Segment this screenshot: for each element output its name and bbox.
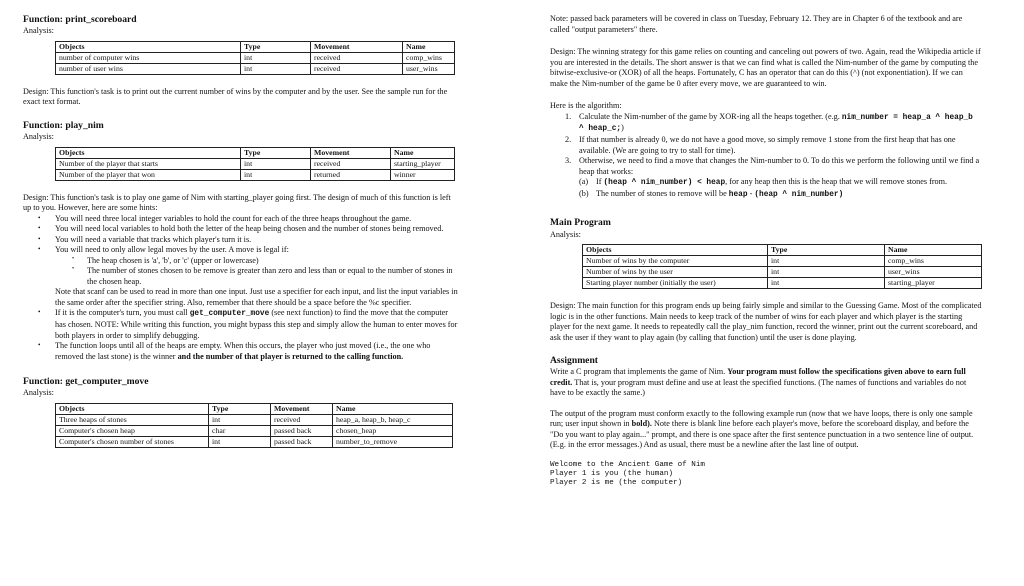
algorithm-steps [550,112,982,202]
table-header-cell: Movement [271,403,333,414]
sub-step [579,177,982,189]
table-header-cell: Name [403,41,455,52]
main-program-analysis-label: Analysis: [550,229,581,239]
play-nim-table [55,147,455,181]
assignment-bold-text: Your program must follow the specifications given above to earn full credit. [550,367,966,387]
table-cell: Number of wins by the user [583,267,768,278]
sub-step [579,189,982,201]
table-cell: comp_wins [403,52,455,63]
output-format-text: The output of the program must conform exactly to the following example run (now that we have loops, there is only one sample run; user input shown in [550,408,973,429]
code-snippet: heap [728,191,748,200]
list-item [55,341,460,362]
table-header-cell: Type [209,403,271,414]
list-item: • The number of stones chosen to be remove is greater than zero and less than or equal to the number of stones in the chosen heap. [87,266,460,287]
table-row [583,278,982,289]
table-header-cell: Name [885,245,982,256]
table-header-cell: Type [241,147,311,158]
assignment-text: Write a C program that implements the game of Nim. [550,367,726,377]
main-program-table [582,244,982,289]
step-text: - [749,189,753,199]
table-header-row [56,147,455,158]
table-cell: passed back [271,425,333,436]
table-cell: winner [391,169,455,180]
table-cell: starting_player [391,158,455,169]
table-cell: Number of the player that starts [56,158,241,169]
table-row [56,436,453,447]
list-item-text: The function loops until all of the heaps are empty. When this occurs, the player who just moved (i.e., the one who removed the last stone) is the winner [55,341,431,361]
assignment-title: Assignment [550,355,598,367]
table-cell: passed back [271,436,333,447]
table-header-row [583,245,982,256]
assignment-paragraph [550,367,982,399]
table-header-cell: Name [391,147,455,158]
right-column [550,14,982,488]
table-cell: int [209,414,271,425]
list-item: • The heap chosen is 'a', 'b', or 'c' (upper or lowercase) [87,256,460,267]
table-row [583,267,982,278]
sample-output-line: Welcome to the Ancient Game of Nim [550,460,705,469]
table-cell: int [768,256,885,267]
step-text: ) [621,123,624,133]
list-item-text: You will need to only allow legal moves by the user. A move is legal if: [55,245,289,255]
table-cell: Three heaps of stones [56,414,209,425]
step-text: , for any heap then this is the heap that we will remove stones from. [725,177,948,187]
sample-output-line: Player 1 is you (the human) [550,470,674,479]
left-column [23,14,460,448]
table-cell: heap_a, heap_b, heap_c [333,414,453,425]
table-cell: int [768,267,885,278]
list-item [55,245,460,287]
table-header-cell: Name [333,403,453,414]
table-cell: int [241,52,311,63]
code-snippet: (heap ^ nim_number) < heap [603,179,726,188]
main-program-design: Design: The main function for this program ends up being fairly simple and similar to the Guessing Game. Most of the complicated logic is in the other functions. Main needs to keep track of the number of wins for each player and which player is the starting player for the next game. It needs to repeatedly call the play_nim function, record the winner, print out the current scoreboard, and ask the user if they want to play again (by calling that function) until the user is done playing. [550,301,982,342]
code-snippet: (heap ^ nim_number) [754,191,844,200]
list-item [565,111,982,136]
get-computer-move-analysis-label: Analysis: [23,388,54,398]
table-row [56,52,455,63]
output-format-paragraph [550,409,982,451]
table-cell: int [241,158,311,169]
legal-move-sublist [55,256,460,288]
step-text: The number of stones to remove will be [596,189,727,199]
table-cell: int [768,278,885,289]
table-cell: int [241,63,311,74]
table-cell: user_wins [403,63,455,74]
table-row [56,425,453,436]
table-cell: received [311,52,403,63]
step-text: Calculate the Nim-number of the game by XOR-ing all the heaps together. (e.g. [579,111,840,121]
list-item-text: If it is the computer's turn, you must call [55,308,188,318]
step-number: 3. [565,156,572,166]
table-header-row [56,403,453,414]
list-item-bold-text: and the number of that player is returned to the calling function. [177,351,404,361]
get-computer-move-table [55,403,453,448]
step-number: 1. [565,111,572,121]
table-cell: int [241,169,311,180]
list-item: • You will need a variable that tracks which player's turn it is. [55,235,460,246]
table-cell: starting_player [885,278,982,289]
sample-output-line: Player 2 is me (the computer) [550,479,683,488]
sub-step-number: (b) [579,189,589,199]
table-cell: Computer's chosen number of stones [56,436,209,447]
table-row [56,414,453,425]
table-cell: user_wins [885,267,982,278]
table-header-cell: Type [768,245,885,256]
table-cell: returned [311,169,391,180]
table-cell: received [271,414,333,425]
list-item-text: (see next function) to find the move that the computer has chosen. NOTE: While writing this function, you might bypass this step and simply allow the human to enter moves for both players in order to simplify debugging. [55,308,458,340]
table-cell: number of computer wins [56,52,241,63]
step-number: 2. [565,135,572,145]
print-scoreboard-analysis-label: Analysis: [23,26,54,36]
get-computer-move-title: Function: get_computer_move [23,376,149,387]
step-text: Otherwise, we need to find a move that changes the Nim-number to 0. To do this we perform the following until we find a heap that works: [579,156,980,176]
table-row [56,169,455,180]
table-cell: comp_wins [885,256,982,267]
table-header-cell: Objects [56,147,241,158]
assignment-text: That is, your program must define and use at least the specified functions. (The names of functions and variables do not have to be exactly the same.) [550,377,967,398]
sub-step-number: (a) [579,177,589,187]
print-scoreboard-design: Design: This function's task is to print out the current number of wins by the computer and by the user. See the sample run for the exact text format. [23,86,448,107]
table-header-row [56,41,455,52]
table-cell: number_to_remove [333,436,453,447]
step-text: If [596,177,602,187]
table-cell: number of user wins [56,63,241,74]
table-header-cell: Movement [311,41,403,52]
table-header-cell: Objects [56,403,209,414]
table-header-cell: Type [241,41,311,52]
table-cell: received [311,158,391,169]
table-header-cell: Objects [583,245,768,256]
code-snippet: nim_number = heap_a ^ heap_b ^ heap_c; [579,113,973,134]
table-row [56,63,455,74]
print-scoreboard-table [55,41,455,75]
play-nim-title: Function: play_nim [23,119,104,131]
table-cell: Number of the player that won [56,169,241,180]
play-nim-hints-list-continued [23,308,460,362]
function-name: get_computer_move [189,310,270,319]
play-nim-analysis-label: Analysis: [23,132,54,142]
list-item: • You will need local variables to hold both the letter of the heap being chosen and the number of stones being removed. [55,224,460,235]
table-cell: Number of wins by the computer [583,256,768,267]
list-item [55,308,460,341]
scanf-note: Note that scanf can be used to read in more than one input. Just use a specifier for each input, and list the input variables in the same order after the specifier string. Also, remember that there should be a space before the %c specifier. [55,287,458,307]
table-row [56,158,455,169]
table-header-cell: Movement [311,147,391,158]
output-format-text: Note there is blank line before each player's move, before the scoreboard display, and before the "Do you want to play again..." prompt, and there is one space after the first sentence punctuation in a two sentence line of output. (E.g. in the error messages.) And as usual, there must be a newline after the last line of output. [550,419,974,450]
table-header-cell: Objects [56,41,241,52]
table-cell: Starting player number (initially the user) [583,278,768,289]
step-text: If that number is already 0, we do not have a good move, so simply remove 1 stone from the first heap that has one available. (We are going to try to stall for time). [579,135,956,155]
table-cell: received [311,63,403,74]
output-parameters-note: Note: passed back parameters will be covered in class on Tuesday, February 12. They are in Chapter 6 of the textbook and are called "output parameters" there. [550,14,963,34]
main-program-title: Main Program [550,217,611,229]
print-scoreboard-title: Function: print_scoreboard [23,14,137,25]
list-item: • You will need three local integer variables to hold the count for each of the three heaps throughout the game. [55,214,460,225]
algorithm-intro: Here is the algorithm: [550,101,622,110]
table-cell: char [209,425,271,436]
list-item [565,135,982,156]
play-nim-hints-list [23,214,460,288]
output-format-bold-text: bold). [631,419,652,429]
table-row [583,256,982,267]
computer-move-design: Design: The winning strategy for this game relies on counting and canceling out powers of two. Again, read the Wikipedia article if you are interested in the details. The short answer is that we can find what is called the Nim-number of the game by computing the bitwise-exclusive-or (XOR) of all the heaps. Fortunately, C has an operator that can do this (^) (not exponentiation). If we can make the Nim-number of the game be 0 after every move, we are guaranteed to win. [550,47,981,88]
play-nim-design: Design: This function's task is to play one game of Nim with starting_player going first. The design of much of this function is left up to you. However, here are some hints: [23,192,451,213]
list-item [565,156,982,201]
sample-output [550,461,982,488]
table-cell: chosen_heap [333,425,453,436]
table-cell: Computer's chosen heap [56,425,209,436]
table-cell: int [209,436,271,447]
